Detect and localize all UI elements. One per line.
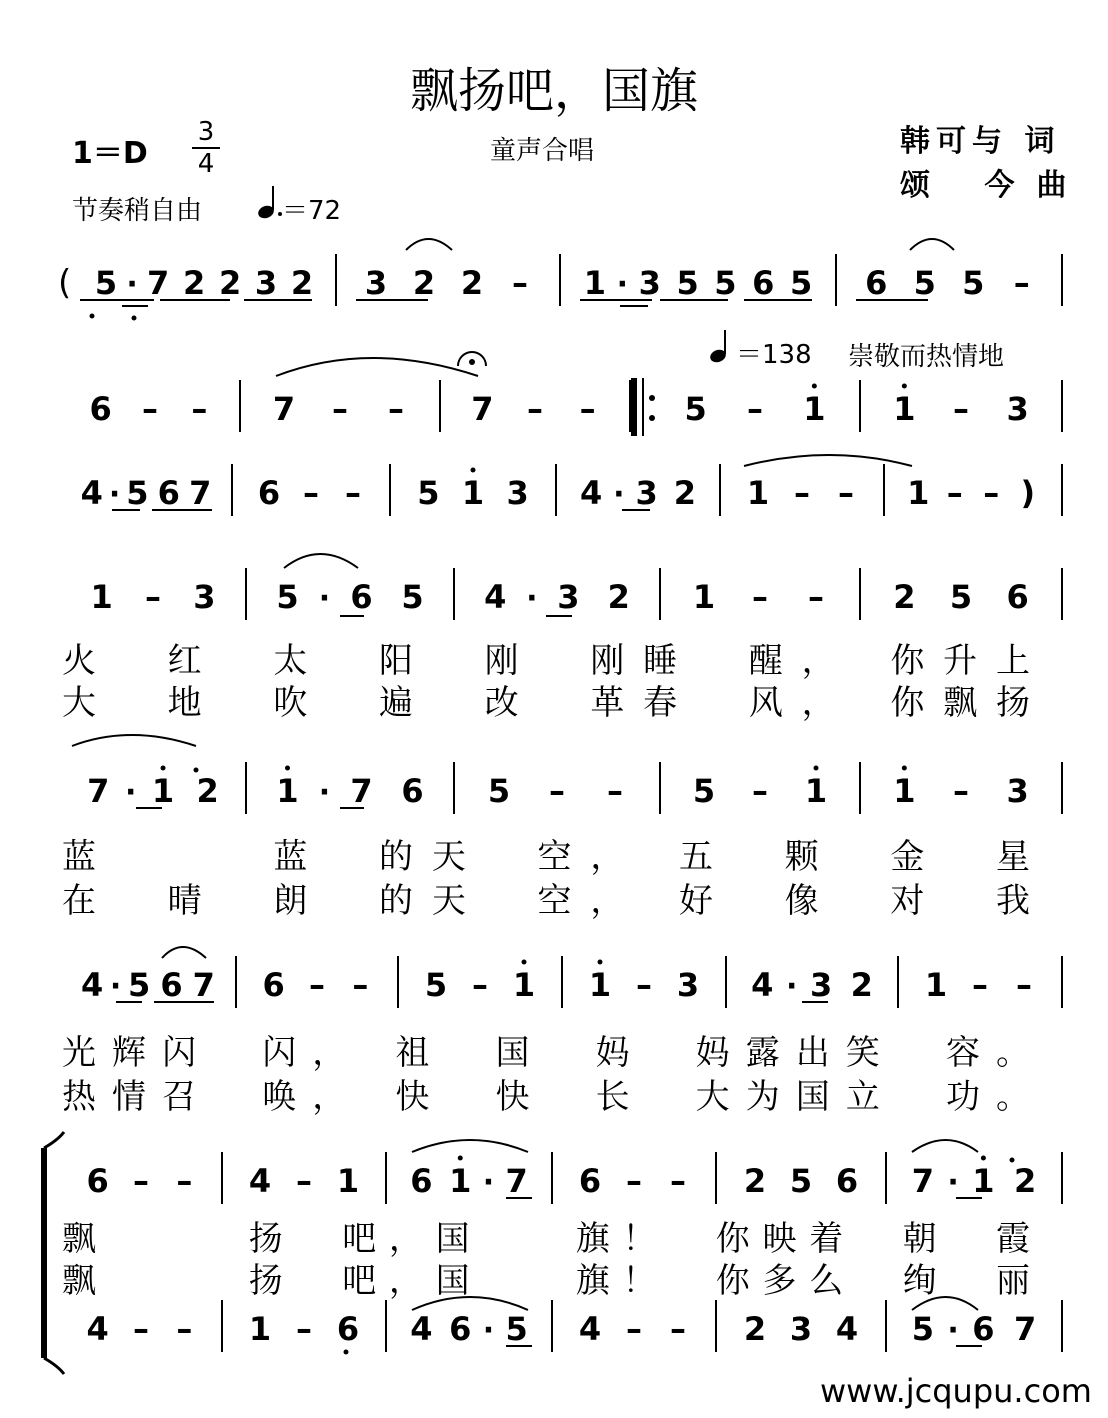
notation-row bbox=[87, 1152, 1062, 1204]
dot-note: · bbox=[613, 477, 625, 512]
dash-note: – bbox=[527, 390, 543, 428]
note: 5 bbox=[276, 578, 299, 616]
dot-note: · bbox=[318, 775, 331, 810]
dot-note: · bbox=[786, 969, 798, 1004]
note: 7 bbox=[87, 772, 110, 810]
high-octave-dot bbox=[458, 1156, 463, 1161]
dash-note: – bbox=[332, 390, 348, 428]
dash-note: – bbox=[133, 1310, 149, 1348]
note: 6 bbox=[410, 1162, 433, 1200]
dash-note: – bbox=[838, 474, 854, 512]
note: 6 bbox=[157, 474, 180, 512]
lyric-line: 飘 扬 吧，国 旗！ 你多么 绚 丽 bbox=[62, 1261, 1030, 1301]
note: 7 bbox=[911, 1162, 935, 1200]
dash-note: – bbox=[972, 966, 988, 1004]
note: 5 bbox=[424, 966, 448, 1004]
note: 2 bbox=[850, 966, 873, 1004]
note: 3 bbox=[638, 264, 661, 302]
note: 1 bbox=[276, 772, 299, 810]
dash-note: – bbox=[808, 578, 824, 616]
dot-note: · bbox=[126, 267, 138, 302]
notation-row bbox=[91, 568, 1062, 620]
expression-marking: 崇敬而热情地 bbox=[848, 342, 1005, 372]
high-octave-dot bbox=[812, 384, 817, 389]
tempo-bpm-2: ＝138 bbox=[736, 340, 812, 370]
note: 4 bbox=[248, 1162, 272, 1200]
dot-note: · bbox=[947, 1313, 959, 1348]
lyric-line: 飘 扬 吧，国 旗！ 你映着 朝 霞 bbox=[62, 1219, 1030, 1259]
note: 2 bbox=[182, 264, 206, 302]
note: 6 bbox=[752, 264, 775, 302]
note: 6 bbox=[86, 1162, 109, 1200]
dot-note: · bbox=[124, 775, 137, 810]
lyric-line: 蓝 蓝 的天 空， 五 颗 金 星 bbox=[62, 837, 1030, 877]
note: 7 bbox=[272, 390, 296, 428]
note: 7 bbox=[192, 966, 215, 1004]
song-title: 飘扬吧，国旗 bbox=[409, 63, 698, 119]
note: 6 bbox=[1006, 578, 1029, 616]
note: 4 bbox=[410, 1310, 433, 1348]
note: 5 bbox=[789, 264, 813, 302]
notation-row bbox=[81, 956, 1062, 1008]
lyric-line: 热情召 唤， 快 快 长 大为国立 功。 bbox=[62, 1077, 1030, 1117]
note: 5 bbox=[417, 474, 440, 512]
note: 2 bbox=[290, 264, 314, 302]
notation-row bbox=[90, 380, 1062, 432]
note: 1 bbox=[803, 390, 826, 428]
high-octave-dot bbox=[902, 766, 907, 771]
tempo-marking: 节奏稍自由 bbox=[72, 196, 203, 226]
lyric-line: 火 红 太 阳 刚 刚睡 醒， 你升上 bbox=[62, 641, 1030, 681]
dash-note: – bbox=[946, 474, 963, 512]
note: 1 bbox=[893, 390, 916, 428]
dash-note: – bbox=[176, 1310, 193, 1348]
note: 1 bbox=[972, 1162, 995, 1200]
dash-note: – bbox=[549, 772, 565, 810]
dash-note: – bbox=[752, 578, 768, 616]
key-signature: 1＝D bbox=[72, 136, 148, 171]
note: 3 bbox=[635, 474, 658, 512]
dash-note: – bbox=[953, 772, 969, 810]
note: 1 bbox=[336, 1162, 360, 1200]
high-octave-dot bbox=[902, 384, 907, 389]
performance-type: 童声合唱 bbox=[490, 136, 595, 166]
note: 4 bbox=[484, 578, 507, 616]
dash-note: – bbox=[309, 966, 325, 1004]
dash-note: – bbox=[1013, 264, 1030, 302]
note: 7 bbox=[1013, 1310, 1037, 1348]
high-octave-dot bbox=[522, 960, 527, 965]
note: 3 bbox=[254, 264, 278, 302]
note: 5 bbox=[714, 264, 737, 302]
note: 2 bbox=[673, 474, 697, 512]
note: 7 bbox=[189, 474, 212, 512]
note: 5 bbox=[126, 474, 149, 512]
note: 2 bbox=[218, 264, 242, 302]
note: 5 bbox=[94, 264, 118, 302]
note: 5 bbox=[487, 772, 511, 810]
time-numerator: 3 bbox=[197, 117, 215, 147]
dash-note: – bbox=[145, 578, 161, 616]
note: 6 bbox=[160, 966, 183, 1004]
dash-note: – bbox=[352, 966, 369, 1004]
note: 7 bbox=[350, 772, 373, 810]
note: 3 bbox=[1006, 390, 1029, 428]
lyricist-credit: 韩可与 词 bbox=[900, 124, 1061, 159]
note: 6 bbox=[972, 1310, 995, 1348]
note: 2 bbox=[607, 578, 630, 616]
website-watermark: www.jcqupu.com bbox=[820, 1372, 1092, 1410]
dash-note: – bbox=[626, 1162, 642, 1200]
dash-note: – bbox=[794, 474, 810, 512]
dot-note: · bbox=[526, 581, 538, 616]
lyric-line: 在 晴 朗 的天 空， 好 像 对 我 bbox=[62, 881, 1030, 921]
note: 5 bbox=[911, 1310, 935, 1348]
dash-note: – bbox=[296, 1310, 312, 1348]
dash-note: – bbox=[626, 1310, 642, 1348]
note: 1 bbox=[449, 1162, 472, 1200]
dash-note: – bbox=[983, 474, 1000, 512]
dash-note: – bbox=[512, 264, 528, 302]
note: 3 bbox=[789, 1310, 813, 1348]
note: 3 bbox=[506, 474, 529, 512]
note: 5 bbox=[913, 264, 936, 302]
dash-note: – bbox=[1016, 966, 1032, 1004]
note: 6 bbox=[835, 1162, 859, 1200]
dash-note: – bbox=[133, 1162, 149, 1200]
note: 1 bbox=[692, 578, 716, 616]
note: 5 bbox=[692, 772, 716, 810]
note: 5 bbox=[962, 264, 985, 302]
dot-note: · bbox=[616, 267, 629, 302]
dot-note: · bbox=[482, 1313, 495, 1348]
notation-row bbox=[81, 464, 1062, 516]
dot-note: · bbox=[108, 477, 121, 512]
note: 1 bbox=[746, 474, 770, 512]
note: 4 bbox=[751, 966, 774, 1004]
dash-note: – bbox=[953, 390, 969, 428]
composer-credit: 颂 今曲 bbox=[900, 168, 1089, 203]
dash-note: – bbox=[670, 1162, 686, 1200]
dash-note: – bbox=[388, 390, 404, 428]
dot-note: · bbox=[109, 969, 122, 1004]
dash-note: – bbox=[176, 1162, 193, 1200]
high-octave-dot bbox=[161, 766, 166, 771]
note: 3 bbox=[1006, 772, 1029, 810]
dash-note: – bbox=[345, 474, 361, 512]
note: 5 bbox=[684, 390, 707, 428]
note: 6 bbox=[257, 474, 281, 512]
high-octave-dot bbox=[285, 766, 290, 771]
note: 4 bbox=[86, 1310, 109, 1348]
note: 5 bbox=[789, 1162, 813, 1200]
dash-note: – bbox=[296, 1162, 312, 1200]
note: 1 bbox=[893, 772, 916, 810]
note: 6 bbox=[350, 578, 373, 616]
dot-note: · bbox=[318, 581, 331, 616]
note: 2 bbox=[743, 1310, 767, 1348]
note: 3 bbox=[809, 966, 833, 1004]
note: 6 bbox=[449, 1310, 472, 1348]
note: 1 bbox=[924, 966, 948, 1004]
note: 1 bbox=[248, 1310, 272, 1348]
note: 4 bbox=[81, 966, 104, 1004]
note: 4 bbox=[80, 474, 103, 512]
dash-note: – bbox=[752, 772, 768, 810]
high-octave-dot bbox=[814, 766, 819, 771]
high-octave-dot bbox=[981, 1156, 986, 1161]
quarter-note-icon bbox=[708, 330, 727, 364]
notation-row bbox=[87, 762, 1062, 814]
high-octave-dot bbox=[598, 960, 603, 965]
note: 2 bbox=[1013, 1162, 1037, 1200]
note: 5 bbox=[676, 264, 699, 302]
tempo-bpm-1: ＝72 bbox=[282, 196, 342, 226]
dash-note: – bbox=[747, 390, 763, 428]
note: 5 bbox=[505, 1310, 528, 1348]
lyric-line: 大 地 吹 遍 改 革春 风， 你飘扬 bbox=[62, 683, 1030, 723]
note: 1 bbox=[461, 474, 485, 512]
dash-note: – bbox=[670, 1310, 686, 1348]
note: 4 bbox=[835, 1310, 859, 1348]
note: 4 bbox=[578, 1310, 602, 1348]
note: 2 bbox=[460, 264, 484, 302]
dot-note: · bbox=[947, 1165, 959, 1200]
repeat-sign-icon bbox=[634, 378, 655, 436]
note: 1 bbox=[583, 264, 607, 302]
note: 5 bbox=[127, 966, 151, 1004]
dash-note: – bbox=[579, 390, 596, 428]
dotted-half-note-icon bbox=[256, 186, 282, 220]
note: 3 bbox=[557, 578, 580, 616]
note: 7 bbox=[471, 390, 494, 428]
note: 1 bbox=[151, 772, 175, 810]
note: 1 bbox=[907, 474, 930, 512]
note: 1 bbox=[90, 578, 113, 616]
note: ) bbox=[1020, 474, 1036, 512]
note: 2 bbox=[893, 578, 916, 616]
dash-note: – bbox=[303, 474, 319, 512]
note: 2 bbox=[743, 1162, 767, 1200]
note: 1 bbox=[588, 966, 612, 1004]
dash-note: – bbox=[191, 390, 208, 428]
note: 2 bbox=[412, 264, 436, 302]
note: 3 bbox=[193, 578, 216, 616]
note: 6 bbox=[336, 1310, 360, 1348]
note: 6 bbox=[262, 966, 285, 1004]
dash-note: – bbox=[142, 390, 158, 428]
note: 1 bbox=[804, 772, 828, 810]
note: 6 bbox=[578, 1162, 602, 1200]
lyric-line: 光辉闪 闪， 祖 国 妈 妈露出笑 容。 bbox=[62, 1033, 1030, 1073]
note: 3 bbox=[676, 966, 700, 1004]
time-denominator: 4 bbox=[197, 149, 215, 179]
dash-note: – bbox=[472, 966, 488, 1004]
note: 7 bbox=[147, 264, 170, 302]
note: 6 bbox=[865, 264, 888, 302]
note: 6 bbox=[401, 772, 424, 810]
system-bracket bbox=[44, 1132, 64, 1374]
note: 5 bbox=[401, 578, 424, 616]
note: 1 bbox=[512, 966, 536, 1004]
note: 6 bbox=[89, 390, 112, 428]
paren-open: ( bbox=[58, 263, 72, 303]
note: 2 bbox=[196, 772, 219, 810]
high-octave-dot bbox=[471, 468, 476, 473]
dash-note: – bbox=[607, 772, 623, 810]
note: 3 bbox=[364, 264, 388, 302]
note: 7 bbox=[505, 1162, 528, 1200]
note: 4 bbox=[579, 474, 603, 512]
note: 5 bbox=[949, 578, 973, 616]
dash-note: – bbox=[636, 966, 652, 1004]
notation-row bbox=[58, 254, 1062, 306]
fermata-icon bbox=[458, 352, 486, 366]
dot-note: · bbox=[482, 1165, 495, 1200]
